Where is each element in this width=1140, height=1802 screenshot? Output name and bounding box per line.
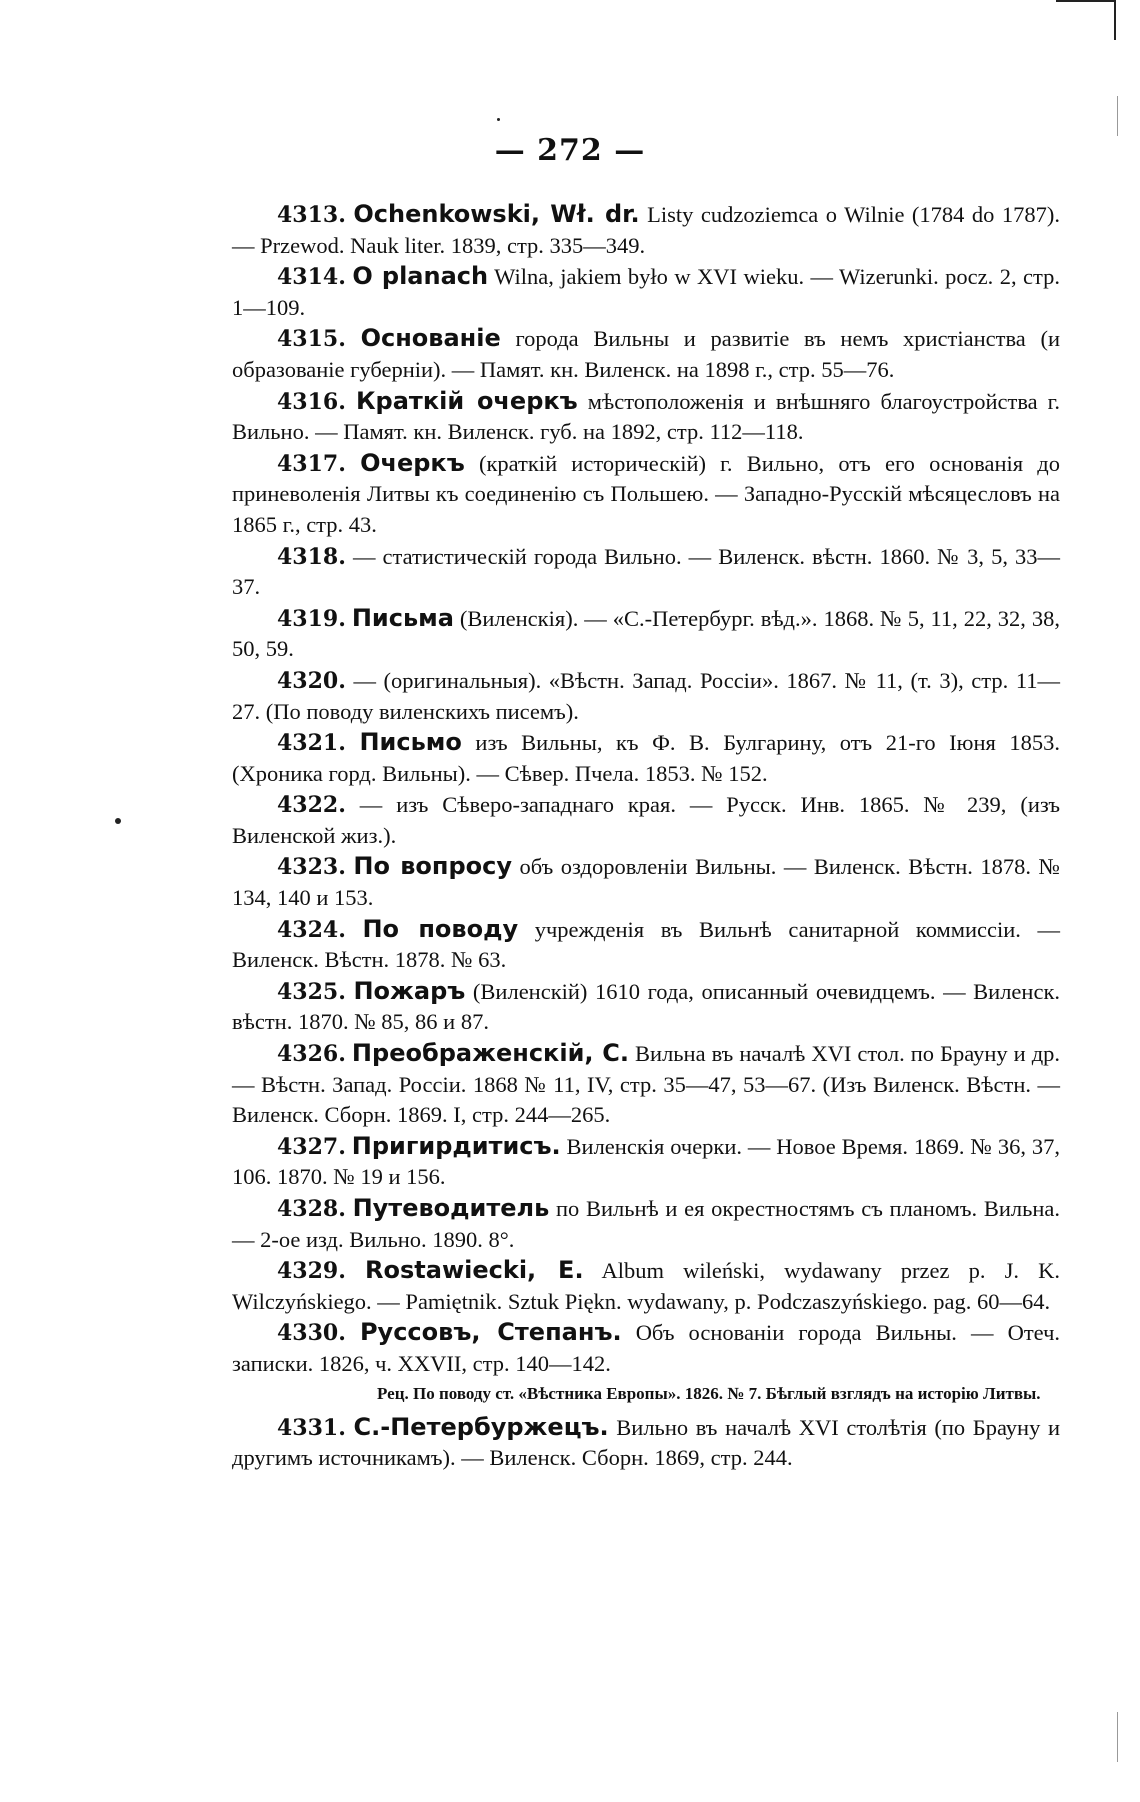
bibliography-entry: 4326. Преображенскій, С. Вильна въ началѣ XVI стол. по Брауну и др. — Вѣстн. Запад. Россіи. 1868 № 11, IV, стр. 35—47, 53—67. (Изъ Виленск. Вѣстн. — Виленск. Сборн. 1869. I, стр. 244—265. [232,1039,1061,1128]
bibliography-entry: 4331. С.-Петербуржецъ. Вильно въ началѣ XVI столѣтія (по Брауну и другимъ источникамъ). — Виленск. Сборн. 1869, стр. 244. [232,1412,1061,1471]
bibliography-entry: 4313. Ochenkowski, Wł. dr. Listy cudzoziemca o Wilnie (1784 do 1787). — Przewod. Nauk liter. 1839, стр. 335—349. [232,200,1060,258]
bibliography-entry: 4329. Rostawiecki, E. Album wileński, wydawany przez p. J. K. Wilczyńskiego. — Pamiętnik. Sztuk Piękn. wydawany, p. Podczaszyńskiego. pag. 60—64. [232,1256,1060,1314]
bibliography-entry: 4318. — статистическій города Вильно. — Виленск. вѣстн. 1860. № 3, 5, 33—37. [232,543,1060,600]
review-note: Рец. По поводу ст. «Вѣстника Европы». 1826. № 7. Бѣглый взглядъ на исторію Литвы. [377,1383,1041,1403]
bibliography-entry: 4323. По вопросу объ оздоровленіи Вильны. — Виленск. Вѣстн. 1878. № 134, 140 и 153. [232,852,1061,911]
ink-speck [497,118,500,121]
bibliography-entry: 4322. — изъ Сѣверо-западнаго края. — Русск. Инв. 1865. № 239, (изъ Виленской жиз.). [232,792,1060,848]
bibliography-entry: 4319. Письма (Виленскія). — «С.-Петербург. вѣд.». 1868. № 5, 11, 22, 32, 38, 50, 59. [232,603,1060,662]
ink-speck [115,818,121,824]
scan-edge-mark [1056,0,1116,2]
bibliography-entry: 4315. Основаніе города Вильны и развитіе въ немъ христіанства (и образованіе губерніи). — Памят. кн. Виленск. на 1898 г., стр. 55—76. [232,324,1061,382]
bibliography-entry: 4320. — (оригинальныя). «Вѣстн. Запад. Россіи». 1867. № 11, (т. 3), стр. 11—27. (По поводу виленскихъ писемъ). [232,667,1060,724]
bibliography-entry: 4327. Пригирдитисъ. Виленскія очерки. — Новое Время. 1869. № 36, 37, 106. 1870. № 19 и 156. [232,1131,1061,1190]
bibliography-entry: 4317. Очеркъ (краткій историческій) г. Вильно, отъ его основанія до приневоленія Литвы къ соединенію съ Польшею. — Западно-Русскій мѣсяцесловъ на 1865 г., стр. 43. [232,448,1061,537]
bibliography-entry: 4321. Письмо изъ Вильны, къ Ф. В. Булгарину, отъ 21-го Іюня 1853. (Хроника горд. Вильны). — Сѣвер. Пчела. 1853. № 152. [232,728,1061,786]
bibliography-entry: 4330. Руссовъ, Степанъ. Объ основаніи города Вильны. — Отеч. записки. 1826, ч. XXVII, стр. 140—142. [232,1318,1061,1376]
scan-edge-line [1114,0,1116,40]
bibliography-entry: 4325. Пожаръ (Виленскій) 1610 года, описанный очевидцемъ. — Виленск. вѣстн. 1870. № 85, 86 и 87. [232,976,1060,1035]
bibliography-entry: 4314. O planach Wilna, jakiem było w XVI wieku. — Wizerunki. pocz. 2, стр. 1—109. [232,262,1060,320]
bibliography-entry: 4328. Путеводитель по Вильнѣ и ея окрестностямъ съ планомъ. Вильна. — 2-ое изд. Вильно. 1890. 8°. [232,1194,1061,1252]
bibliography-list [232,199,1060,1474]
page-number: — 272 — [494,133,646,168]
scan-edge-line [1117,1712,1118,1762]
bibliography-entry: 4324. По поводу учрежденія въ Вильнѣ санитарной коммиссіи. — Виленск. Вѣстн. 1878. № 63. [232,914,1061,973]
scan-edge-line [1117,96,1118,136]
bibliography-entry: 4316. Краткій очеркъ мѣстоположенія и внѣшняго благоустройства г. Вильно. — Памят. кн. Виленск. губ. на 1892, стр. 112—118. [232,386,1060,445]
